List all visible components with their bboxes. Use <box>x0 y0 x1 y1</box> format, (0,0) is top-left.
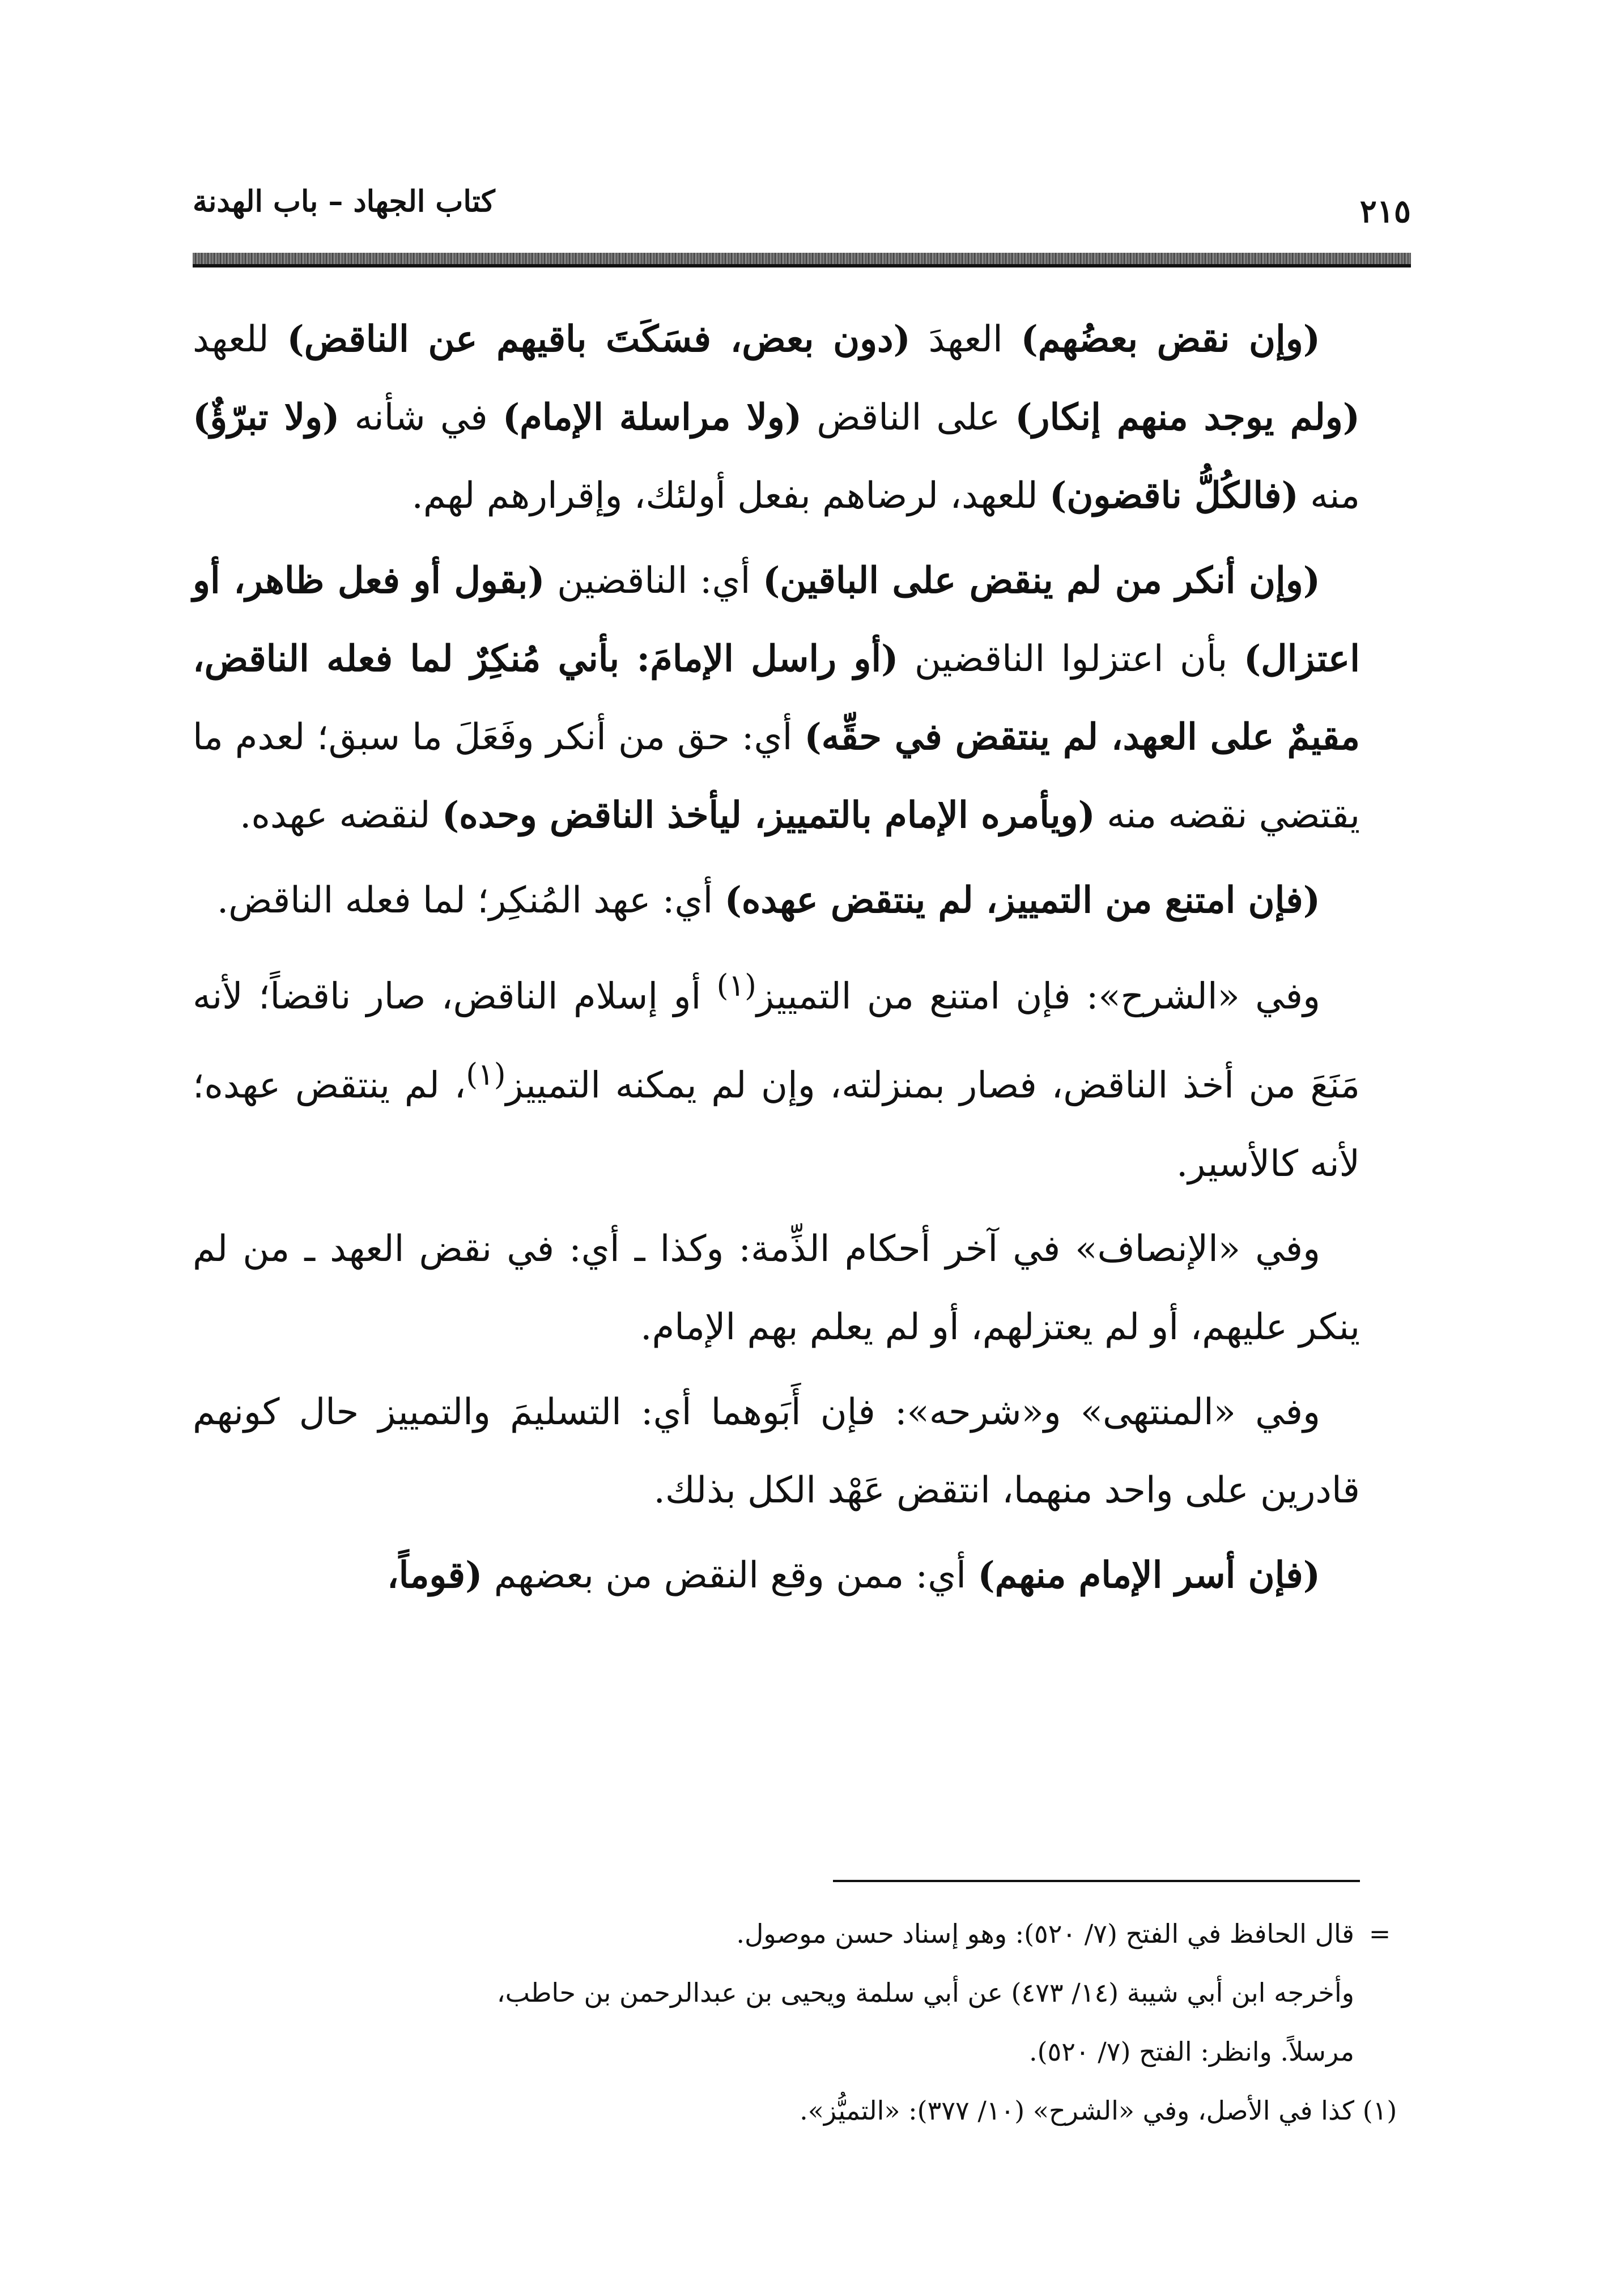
matn-span: (أو راسل الإمامَ: بأني مُنكِرٌ لما فعله الناقض، مقيمٌ على العهد، لم ينتقض في حقِّه) <box>193 638 1361 758</box>
sharh-span: على الناقض <box>802 397 1015 439</box>
footnote-number: (١) <box>1362 2095 1397 2126</box>
matn-span: (دون بعض، فسَكَتَ باقيهم عن الناقض) <box>287 318 911 360</box>
footnote-line <box>193 1963 1405 2022</box>
footnote-line <box>193 2022 1405 2081</box>
matn-span: (فإن امتنع من التمييز، لم ينتقض عهده) <box>724 879 1320 922</box>
matn-span: (ولا تبرّؤٌ) <box>193 396 340 439</box>
sharh-span: في شأنه <box>339 397 503 439</box>
sharh-span: بأن اعتزلوا الناقضين <box>898 638 1244 680</box>
main-text <box>193 300 1360 1621</box>
continuation-marker: = <box>1368 1918 1391 1949</box>
matn-span: (ويأمره الإمام بالتمييز، ليأخذ الناقض وحده) <box>441 794 1095 836</box>
footnote-text: مرسلاً. وانظر: الفتح (٧/ ٥٢٠). <box>1028 2036 1354 2067</box>
matn-span: (فالكُلُّ ناقضون) <box>1049 474 1299 517</box>
paragraph-4 <box>193 946 1360 1203</box>
sharh-span: ، لم ينتقض عهده؛ لأنه كالأسير. <box>193 1064 1360 1185</box>
footnote-line <box>193 2081 1405 2140</box>
sharh-span: أي: الناقضين <box>545 560 763 602</box>
sharh-span: لنقضه عهده. <box>240 795 442 836</box>
paragraph-2 <box>193 542 1360 855</box>
sharh-span: أي: عهد المُنكِر؛ لما فعله الناقض. <box>216 880 725 922</box>
sharh-span: للعهد، لرضاهم بفعل أولئك، وإقرارهم لهم. <box>411 475 1050 517</box>
footnote-text: قال الحافظ في الفتح (٧/ ٥٢٠): وهو إسناد حسن موصول. <box>736 1918 1354 1949</box>
page-number: ٢١٥ <box>1359 193 1411 230</box>
footnote-reference[interactable]: (١) <box>716 967 756 1003</box>
matn-span: (وإن أنكر من لم ينقض على الباقين) <box>762 559 1321 602</box>
page-header <box>193 181 1411 244</box>
paragraph-5: وفي «الإنصاف» في آخر أحكام الذِّمة: وكذا ـ أي: في نقض العهد ـ من لم ينكر عليهم، أو لم يعتزلهم، أو لم يعلم بهم الإمام. <box>193 1228 1360 1348</box>
footnote-reference[interactable]: (١) <box>466 1056 506 1093</box>
matn-span: (ولا مراسلة الإمام) <box>502 396 802 439</box>
footnote-text: كذا في الأصل، وفي «الشرح» (١٠/ ٣٧٧): «التميُّز». <box>800 2095 1354 2126</box>
sharh-span: أي: ممن وقع النقض من بعضهم <box>482 1554 978 1596</box>
footnote-separator <box>833 1880 1360 1882</box>
sharh-span: وفي «الشرح»: فإن امتنع من التمييز <box>756 975 1321 1018</box>
sharh-span: أي: حق من أنكر وفَعَلَ ما سبق؛ لعدم ما يقتضي نقضه منه <box>193 716 1360 836</box>
header-rule-line <box>193 264 1411 267</box>
sharh-span: أو إسلام الناقض، صار ناقضاً؛ لأنه مَنَعَ من أخذ الناقض، فصار بمنزلته، وإن لم يمكنه التمييز <box>193 975 1360 1107</box>
sharh-span: للعهد <box>193 319 287 360</box>
paragraph-3 <box>193 861 1360 940</box>
paragraph-7 <box>193 1536 1360 1615</box>
matn-span: (فإن أسر الإمام منهم) <box>977 1553 1320 1596</box>
sharh-span: العهدَ <box>910 319 1021 360</box>
paragraph-6: وفي «المنتهى» و«شرحه»: فإن أَبَوهما أي: التسليمَ والتمييز حال كونهم قادرين على واحد منهما، انتقض عَهْد الكل بذلك. <box>193 1391 1360 1511</box>
paragraph-1 <box>193 300 1360 535</box>
footnotes <box>193 1904 1405 2140</box>
sharh-span: منه <box>1298 475 1360 517</box>
running-title: كتاب الجهاد – باب الهدنة <box>193 184 495 219</box>
matn-span: (ولم يوجد منهم إنكار) <box>1015 396 1361 439</box>
matn-span: (قوماً، <box>386 1553 483 1596</box>
matn-span: (بقول أو فعل ظاهر، أو اعتزال) <box>193 559 1361 680</box>
footnote-line <box>193 1904 1405 1963</box>
matn-span: (وإن نقض بعضُهم) <box>1021 318 1320 360</box>
footnote-text: وأخرجه ابن أبي شيبة (١٤/ ٤٧٣) عن أبي سلمة ويحيى بن عبدالرحمن بن حاطب، <box>496 1977 1354 2008</box>
